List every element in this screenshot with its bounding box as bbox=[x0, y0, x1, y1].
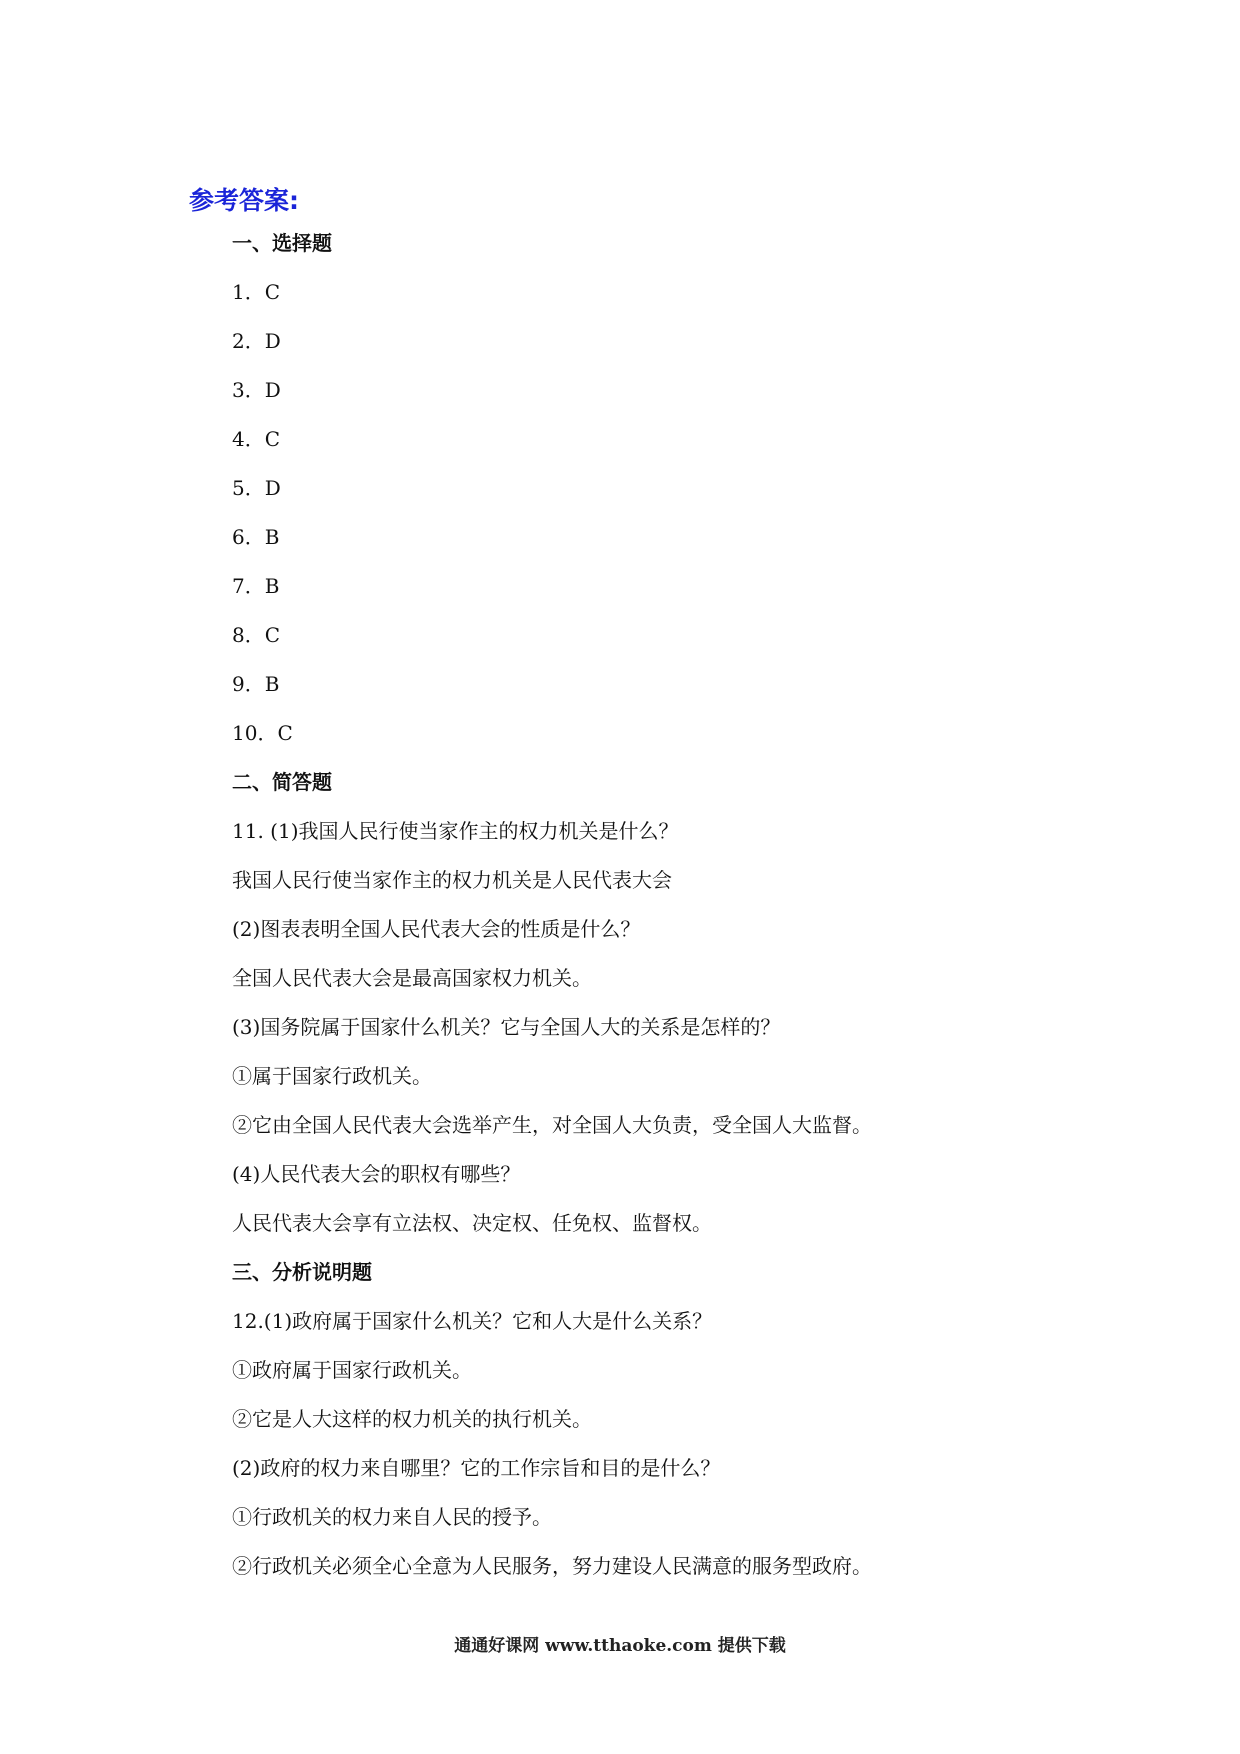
answer-line: 1．C bbox=[232, 280, 281, 304]
answer-line: ①政府属于国家行政机关。 bbox=[232, 1358, 472, 1382]
answer-line: 9．B bbox=[232, 672, 280, 696]
answer-line: ①行政机关的权力来自人民的授予。 bbox=[232, 1505, 552, 1529]
answer-line: ①属于国家行政机关。 bbox=[232, 1064, 432, 1088]
answer-line: 6．B bbox=[232, 525, 280, 549]
answer-line: 7．B bbox=[232, 574, 280, 598]
answer-line: 4．C bbox=[232, 427, 281, 451]
page-footer: 通通好课网 www.tthaoke.com 提供下载 bbox=[454, 1636, 786, 1656]
answer-line: 2．D bbox=[232, 329, 281, 353]
answer-line: 8．C bbox=[232, 623, 281, 647]
answer-line: (2)政府的权力来自哪里？它的工作宗旨和目的是什么？ bbox=[232, 1456, 721, 1480]
answer-line: 12.(1)政府属于国家什么机关？它和人大是什么关系？ bbox=[232, 1309, 713, 1333]
answer-line: (2)图表表明全国人民代表大会的性质是什么？ bbox=[232, 917, 641, 941]
answer-line: ②它由全国人民代表大会选举产生，对全国人大负责，受全国人大监督。 bbox=[232, 1113, 872, 1137]
answer-line: ②它是人大这样的权力机关的执行机关。 bbox=[232, 1407, 592, 1431]
answer-line: (3)国务院属于国家什么机关？它与全国人大的关系是怎样的？ bbox=[232, 1015, 781, 1039]
answer-line: 3．D bbox=[232, 378, 281, 402]
answer-line: 10．C bbox=[232, 721, 293, 745]
section-heading: 二、简答题 bbox=[232, 770, 332, 794]
answer-line: 人民代表大会享有立法权、决定权、任免权、监督权。 bbox=[232, 1211, 712, 1235]
section-heading: 三、分析说明题 bbox=[232, 1260, 372, 1284]
answer-line: (4)人民代表大会的职权有哪些？ bbox=[232, 1162, 521, 1186]
answer-content bbox=[232, 225, 1132, 1597]
page-title: 参考答案: bbox=[189, 186, 299, 215]
answer-line: 11. (1)我国人民行使当家作主的权力机关是什么？ bbox=[232, 819, 679, 843]
section-heading: 一、选择题 bbox=[232, 231, 332, 255]
answer-line: 全国人民代表大会是最高国家权力机关。 bbox=[232, 966, 592, 990]
answer-line: 5．D bbox=[232, 476, 281, 500]
answer-line: 我国人民行使当家作主的权力机关是人民代表大会 bbox=[232, 868, 672, 892]
answer-line: ②行政机关必须全心全意为人民服务，努力建设人民满意的服务型政府。 bbox=[232, 1554, 872, 1578]
